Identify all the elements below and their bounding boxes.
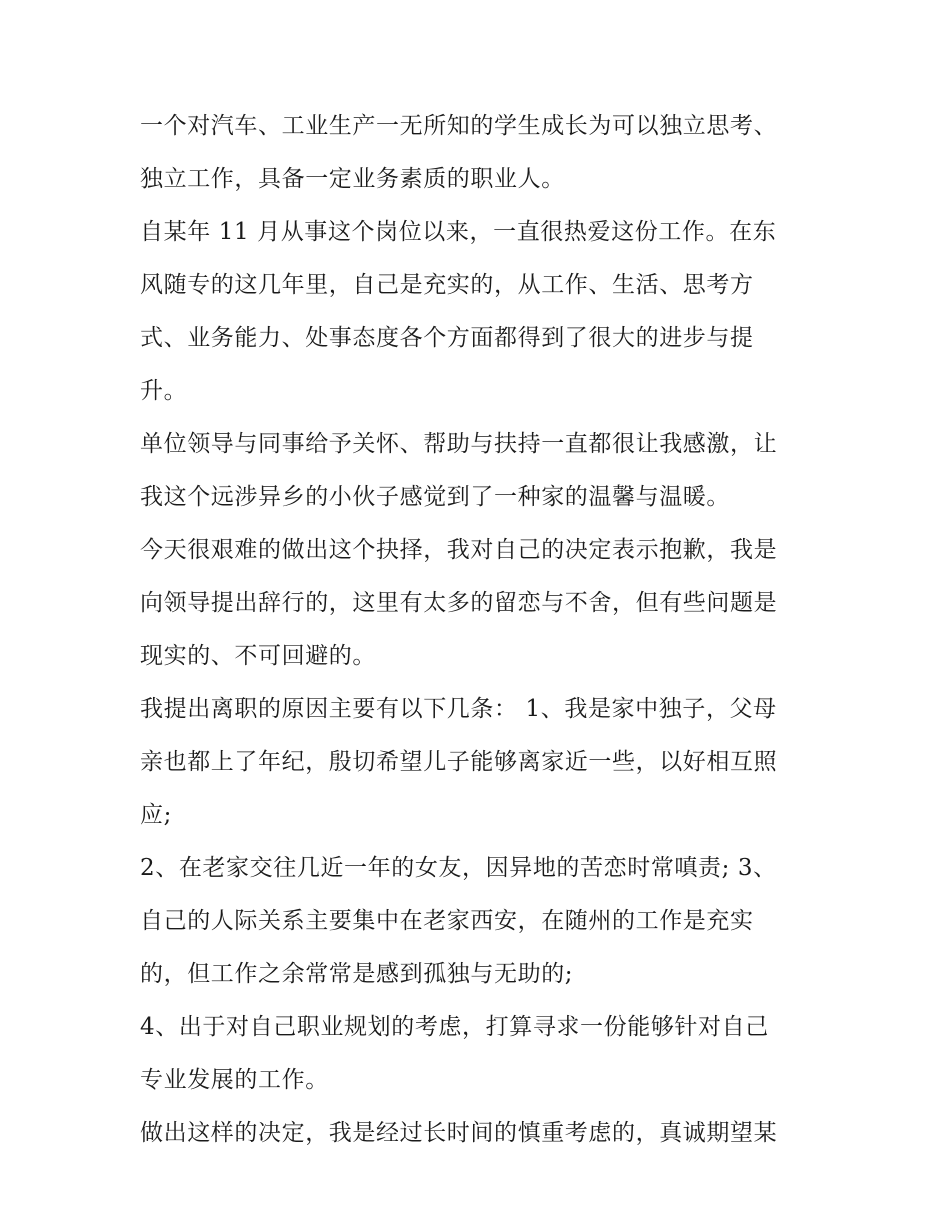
text-line: 专业发展的工作。 — [140, 1067, 329, 1093]
text-line: 一个对汽车、工业生产一无所知的学生成长为可以独立思考、 — [140, 113, 778, 139]
text-line: 升。 — [140, 378, 188, 404]
text-line: 4、出于对自己职业规划的考虑，打算寻求一份能够针对自己 — [140, 1014, 769, 1040]
text-line: 现实的、不可回避的。 — [140, 643, 376, 669]
text-line: 自己的人际关系主要集中在老家西安，在随州的工作是充实 — [140, 908, 754, 934]
text-line: 独立工作，具备一定业务素质的职业人。 — [140, 166, 565, 192]
text-line: 自某年 11 月从事这个岗位以来，一直很热爱这份工作。在东 — [140, 219, 777, 245]
text-line: 应; — [140, 802, 172, 828]
text-line: 我这个远涉异乡的小伙子感觉到了一种家的温馨与温暖。 — [140, 484, 730, 510]
text-line: 今天很艰难的做出这个抉择，我对自己的决定表示抱歉，我是 — [140, 537, 778, 563]
text-line: 的，但工作之余常常是感到孤独与无助的; — [140, 961, 574, 987]
text-line: 风随专的这几年里，自己是充实的，从工作、生活、思考方 — [140, 272, 754, 298]
text-line: 亲也都上了年纪，殷切希望儿子能够离家近一些，以好相互照 — [140, 749, 778, 775]
text-line: 做出这样的决定，我是经过长时间的慎重考虑的，真诚期望某 — [140, 1120, 778, 1146]
text-line: 式、业务能力、处事态度各个方面都得到了很大的进步与提 — [140, 325, 754, 351]
text-line: 我提出离职的原因主要有以下几条： 1、我是家中独子，父母 — [140, 696, 777, 722]
text-line: 单位领导与同事给予关怀、帮助与扶持一直都很让我感激，让 — [140, 431, 778, 457]
document-body — [140, 100, 812, 1160]
text-line: 向领导提出辞行的，这里有太多的留恋与不舍，但有些问题是 — [140, 590, 778, 616]
text-line: 2、在老家交往几近一年的女友，因异地的苦恋时常嗔责; 3、 — [140, 855, 777, 881]
